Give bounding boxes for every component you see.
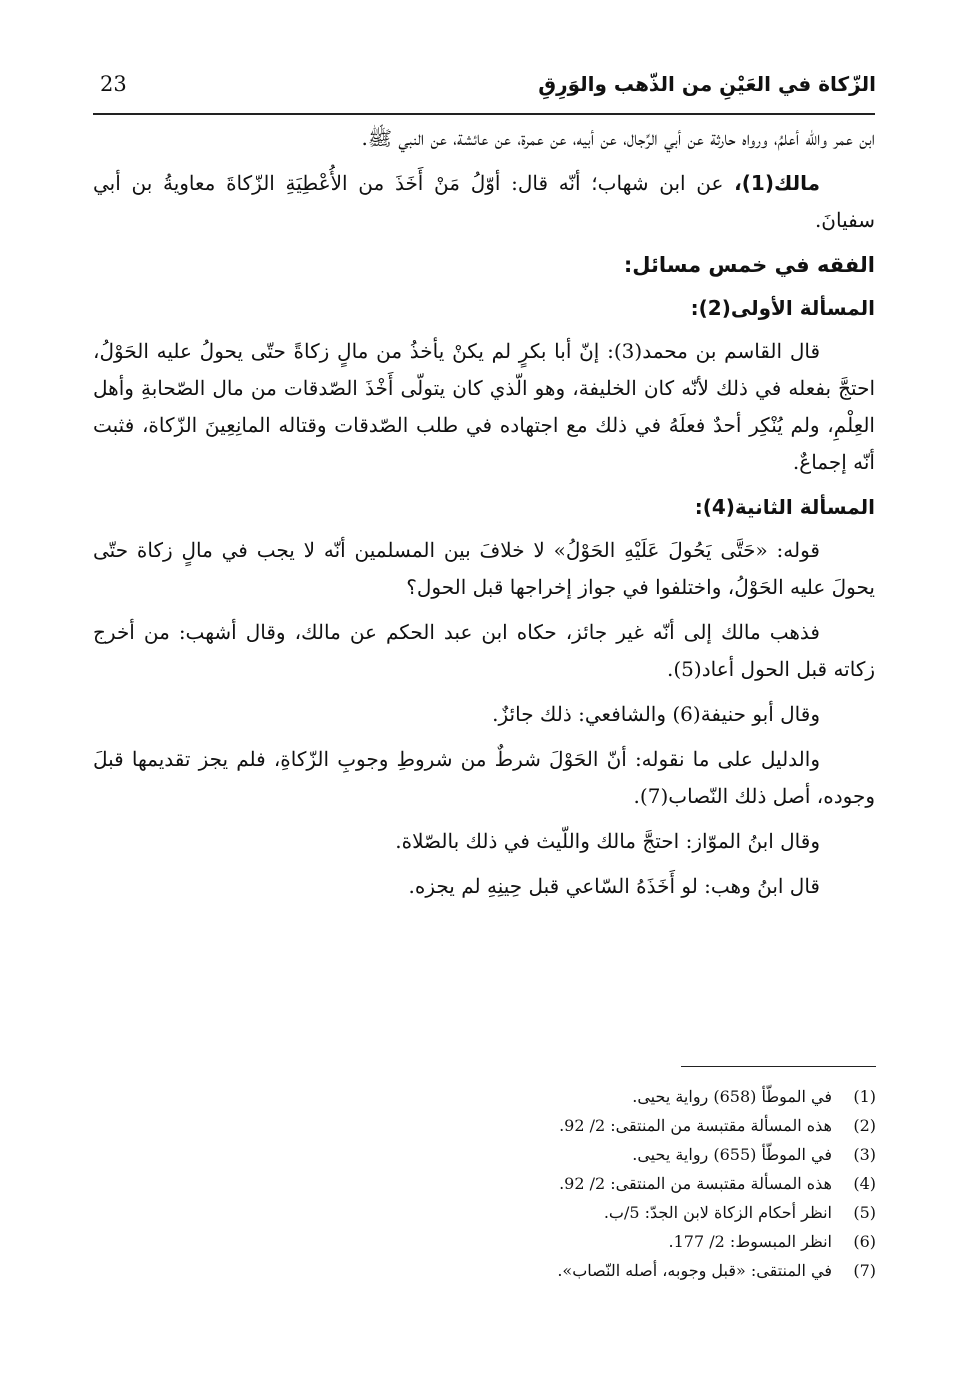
footnote-text: في المنتقى: «قبل وجوبه، أصله النّصاب».	[557, 1261, 832, 1280]
footnote-text: انظر أحكام الزكاة لابن الجدّ: 5/ب.	[603, 1203, 832, 1222]
header-rule	[93, 113, 875, 115]
footnote	[300, 1198, 876, 1227]
footnote	[300, 1256, 876, 1285]
footnote-text: في الموطّأ (655) رواية يحيى.	[632, 1145, 832, 1164]
footnote-rule	[681, 1066, 876, 1067]
footnote	[300, 1111, 876, 1140]
section-heading: الفقه في خمس مسائل:	[623, 253, 875, 277]
footnote-text: هذه المسألة مقتبسة من المنتقى: 2/ 92.	[559, 1116, 832, 1135]
paragraph-2-lead: مالك(1)،	[734, 171, 820, 195]
paragraph-8: وقال ابنُ الموّاز: احتجَّ مالك واللّيث في ذلك بالصّلاة.	[395, 829, 820, 853]
footnotes	[300, 1082, 876, 1285]
footnote-number: (3)	[853, 1145, 876, 1164]
footnote-number: (6)	[853, 1232, 876, 1251]
paragraph-7: والدليل على ما نقوله: أنّ الحَوْلَ شرطٌ من شروطِ وجوبِ الزّكاةِ، فلم يجز تقديمها قبلَ وجوده، أصل ذلك النّصاب(7).	[93, 747, 875, 808]
paragraph-9: قال ابنُ وهب: لو أَخَذَهُ السّاعي قبل حِينِهِ لم يجزه.	[408, 874, 820, 898]
paragraph-5: فذهب مالك إلى أنّه غير جائز، حكاه ابن عبد الحكم عن مالك، وقال أشهب: من أخرج زكاته قبل الحول أعاد(5).	[93, 620, 875, 681]
question-1-heading: المسألة الأولى(2):	[690, 296, 875, 320]
page-number: 23	[100, 72, 127, 96]
page-header	[100, 66, 876, 106]
paragraph-4: قوله: «حَتَّى يَحُولَ عَلَيْهِ الحَوْلُ» لا خلافَ بين المسلمين أنّه لا يجب في مالٍ زكاة حتّى يحولَ عليه الحَوْلُ، واختلفوا في جواز إخراجها قبل الحول؟	[93, 538, 875, 599]
footnote	[300, 1169, 876, 1198]
question-2-heading: المسألة الثانية(4):	[694, 495, 875, 519]
footnote-number: (1)	[853, 1087, 876, 1106]
paragraph-6: وقال أبو حنيفة(6) والشافعي: ذلك جائزٌ.	[492, 702, 820, 726]
paragraph-2-body: عن ابن شهاب؛ أنّه قال: أوّلُ مَنْ أَخَذَ من الأُعْطِيَةِ الزّكاةَ معاويةُ بن أبي سفيانَ.	[93, 171, 875, 232]
footnote-number: (7)	[853, 1261, 876, 1280]
footnote	[300, 1140, 876, 1169]
footnote-text: هذه المسألة مقتبسة من المنتقى: 2/ 92.	[559, 1174, 832, 1193]
footnote-number: (2)	[853, 1116, 876, 1135]
paragraph-1: ابن عمر والله أعلمُ، ورواه حارثة عن أبي الرِّجال، عن أبيه، عن عمرة، عن عائشة، عن النبي ﷺ.	[361, 126, 875, 150]
footnote-text: في الموطّأ (658) رواية يحيى.	[632, 1087, 832, 1106]
footnote	[300, 1227, 876, 1256]
footnote-text: انظر المبسوط: 2/ 177.	[668, 1232, 832, 1251]
footnote-number: (4)	[853, 1174, 876, 1193]
footnote-number: (5)	[853, 1203, 876, 1222]
paragraph-3: قال القاسم بن محمد(3): إنّ أبا بكرٍ لم يكنْ يأخذُ من مالٍ زكاةً حتّى يحولُ عليه الحَوْلُ، احتجَّ بفعله في ذلك لأنّه كان الخليفة، وهو الّذي كان يتولّى أَخْذَ الصّدقات من مال الصّحابةِ وأهل العِلْمِ، ولم يُنْكِر أحدٌ فعلَهُ في ذلك مع اجتهاده في طلب الصّدقات وقتاله المانِعِينَ الزّكاة، فثبت أنّه إجماعٌ.	[93, 339, 875, 474]
footnote	[300, 1082, 876, 1111]
paragraph-2	[93, 165, 875, 239]
running-title: الزّكاة في العَيْنِ من الذّهب والوَرِقِ	[538, 72, 876, 96]
main-text	[93, 120, 875, 913]
